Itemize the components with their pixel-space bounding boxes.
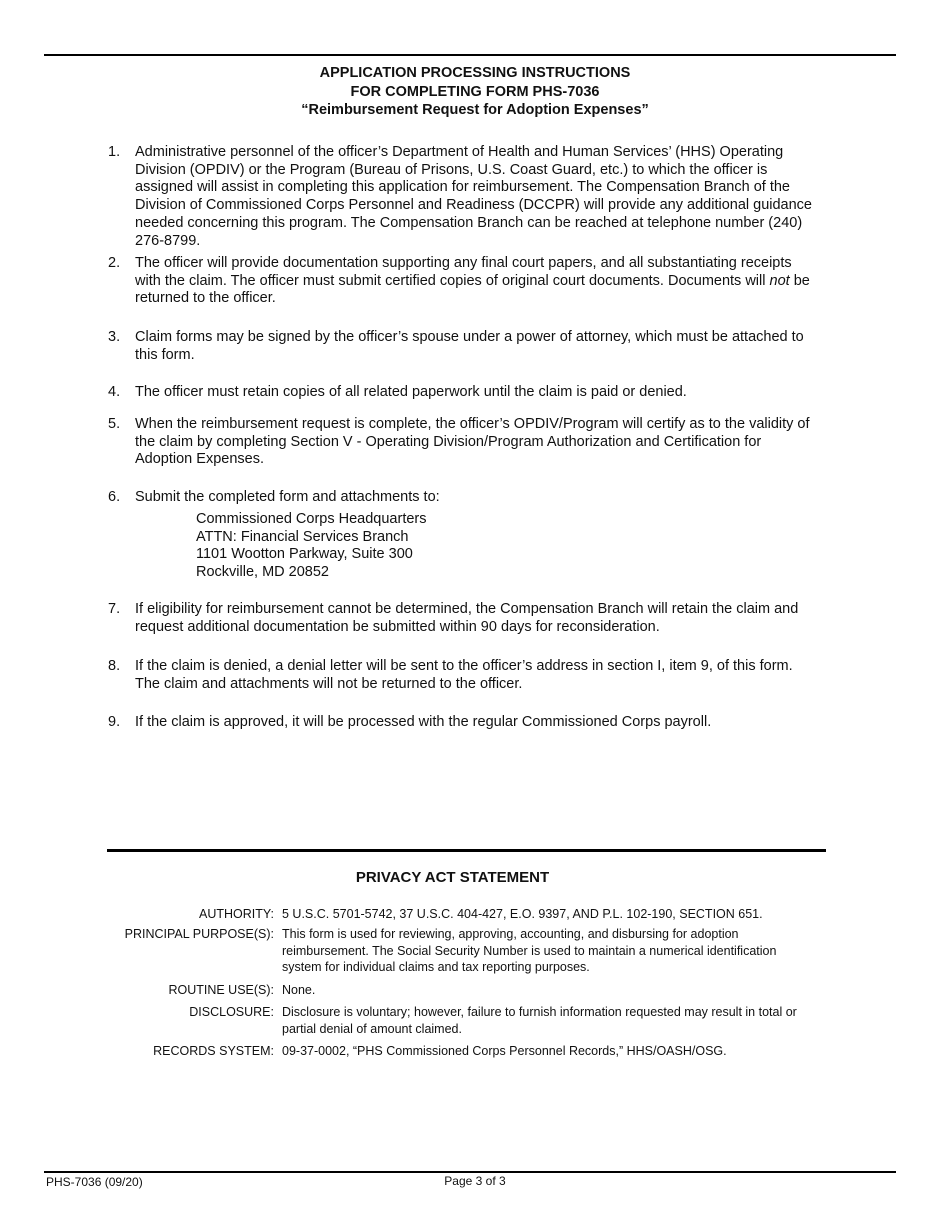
instruction-7 bbox=[108, 601, 816, 636]
address-line-2: ATTN: Financial Services Branch bbox=[196, 528, 409, 545]
address-line-3: 1101 Wootton Parkway, Suite 300 bbox=[196, 546, 413, 563]
page-number: Page 3 of 3 bbox=[444, 1174, 506, 1188]
privacy-label: ROUTINE USE(S): bbox=[168, 983, 274, 997]
instruction-text: Administrative personnel of the officer’s Department of Health and Human Services’ (HHS) Operating Division (OPDIV) or the Program (Bureau of Prisons, U.S. Coast Guard, etc.) to which the officer is assigned will assist in completing this application for reimbursement. The Compensation Branch of the Division of Commissioned Corps Personnel and Readiness (DCCPR) will provide any additional guidance needed concerning this program. The Compensation Branch can be reached at telephone number (240) 276-8799. bbox=[135, 144, 812, 249]
privacy-value: None. bbox=[282, 983, 316, 997]
instruction-1 bbox=[108, 144, 816, 250]
privacy-value: 5 U.S.C. 5701-5742, 37 U.S.C. 404-427, E.O. 9397, AND P.L. 102-190, SECTION 651. bbox=[282, 907, 763, 921]
bottom-rule bbox=[44, 1171, 896, 1173]
instruction-number: 6. bbox=[108, 489, 121, 505]
address-line-4: Rockville, MD 20852 bbox=[196, 564, 329, 581]
privacy-label: RECORDS SYSTEM: bbox=[153, 1044, 274, 1058]
privacy-label: DISCLOSURE: bbox=[189, 1005, 274, 1019]
instruction-number: 1. bbox=[108, 144, 121, 160]
privacy-label: AUTHORITY: bbox=[198, 907, 274, 921]
instruction-number: 8. bbox=[108, 658, 121, 674]
instruction-number: 9. bbox=[108, 714, 121, 730]
address-line-1: Commissioned Corps Headquarters bbox=[196, 511, 427, 527]
header-line-1: APPLICATION PROCESSING INSTRUCTIONS bbox=[319, 65, 631, 81]
instruction-text: If eligibility for reimbursement cannot be determined, the Compensation Branch will retain the claim and request additional documentation be submitted within 90 days for reconsideration. bbox=[135, 601, 799, 635]
instruction-number: 2. bbox=[108, 255, 121, 271]
instruction-text-part: The officer will provide documentation supporting any final court papers, and all substantiating receipts with the claim. The officer must submit certified copies of original court documents. Documents will bbox=[135, 255, 792, 289]
privacy-value: Disclosure is voluntary; however, failure to furnish information requested may result in total or partial denial of amount claimed. bbox=[282, 1005, 797, 1036]
instruction-text: The officer must retain copies of all related paperwork until the claim is paid or denied. bbox=[135, 384, 687, 400]
document-header bbox=[0, 64, 950, 120]
instruction-text-emphasis: not bbox=[769, 272, 790, 289]
instruction-number: 5. bbox=[108, 416, 121, 432]
instruction-text bbox=[135, 255, 816, 308]
instruction-3 bbox=[108, 329, 816, 364]
instruction-text: When the reimbursement request is complete, the officer’s OPDIV/Program will certify as to the validity of the claim by completing Section V - Operating Division/Program Authorization and Certification for Adoption Expenses. bbox=[135, 416, 810, 468]
form-id: PHS-7036 (09/20) bbox=[46, 1175, 143, 1189]
header-line-3: “Reimbursement Request for Adoption Expenses” bbox=[301, 102, 649, 118]
instruction-text: Submit the completed form and attachments to: bbox=[135, 489, 440, 505]
privacy-title: PRIVACY ACT STATEMENT bbox=[355, 869, 550, 886]
top-rule bbox=[44, 54, 896, 56]
instruction-8 bbox=[108, 658, 816, 693]
instruction-2 bbox=[108, 255, 816, 308]
instruction-number: 7. bbox=[108, 601, 121, 617]
instruction-number: 4. bbox=[108, 384, 121, 400]
instruction-5 bbox=[108, 416, 816, 469]
instruction-text-part: be returned to the officer. bbox=[135, 272, 810, 307]
instruction-6 bbox=[108, 489, 816, 507]
instruction-number: 3. bbox=[108, 329, 121, 345]
instruction-text: Claim forms may be signed by the officer’s spouse under a power of attorney, which must be attached to this form. bbox=[135, 329, 804, 363]
privacy-label: PRINCIPAL PURPOSE(S): bbox=[124, 927, 274, 941]
mailing-address bbox=[196, 511, 427, 582]
instruction-4 bbox=[108, 384, 816, 402]
privacy-value: 09-37-0002, “PHS Commissioned Corps Personnel Records,” HHS/OASH/OSG. bbox=[282, 1044, 727, 1058]
header-line-2: FOR COMPLETING FORM PHS-7036 bbox=[350, 83, 600, 100]
instruction-9 bbox=[108, 714, 816, 732]
instruction-text: If the claim is denied, a denial letter will be sent to the officer’s address in section I, item 9, of this form. The claim and attachments will not be returned to the officer. bbox=[135, 658, 793, 692]
instruction-text: If the claim is approved, it will be processed with the regular Commissioned Corps payroll. bbox=[135, 714, 712, 730]
privacy-value: This form is used for reviewing, approving, accounting, and disbursing for adoption reimbursement. The Social Security Number is used to maintain a numerical identification system for individual claims and tax reporting purposes. bbox=[282, 927, 777, 974]
privacy-rule bbox=[107, 849, 826, 852]
